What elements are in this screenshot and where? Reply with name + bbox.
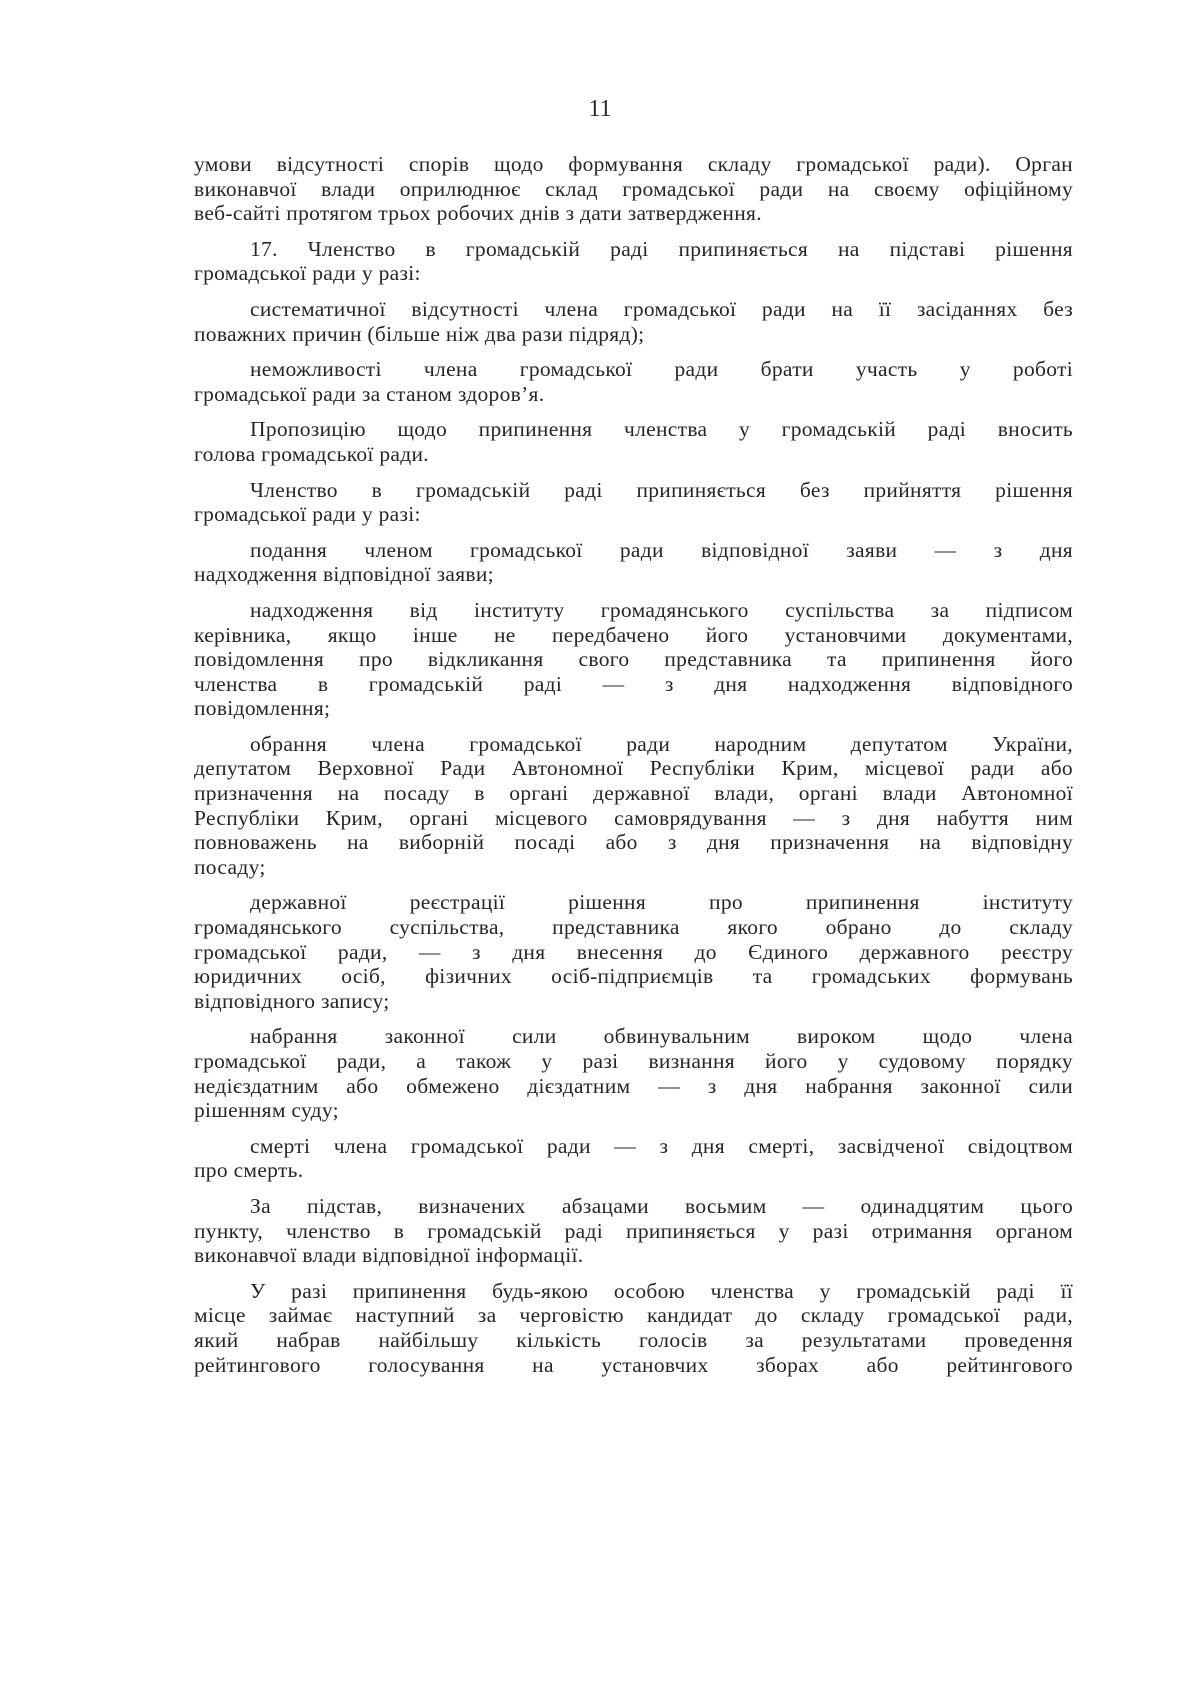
text-line: подання членом громадської ради відповідної заяви — з дня [250, 537, 1073, 562]
text-line: відповідного запису; [194, 988, 390, 1013]
text-line: призначення на посаду в органі державної влади, органі влади Автономної [194, 781, 1073, 806]
text-line: керівника, якщо інше не передбачено його установчими документами, [194, 622, 1073, 647]
text-line: Членство в громадській раді припиняється без прийняття рішення [250, 477, 1073, 502]
text-line: недієздатним або обмежено дієздатним — з дня набрання законної сили [194, 1073, 1073, 1098]
text-line: 17. Членство в громадській раді припиняється на підставі рішення [250, 236, 1073, 261]
paragraph-registration [194, 890, 1073, 1013]
text-line: про смерть. [194, 1158, 304, 1183]
text-line: місце займає наступний за черговістю кандидат до складу громадської ради, [194, 1303, 1073, 1328]
paragraph-systematic-absence [194, 297, 1073, 346]
text-line: набрання законної сили обвинувальним вироком щодо члена [250, 1024, 1073, 1049]
text-line: надходження від інституту громадянського суспільства за підписом [250, 597, 1073, 622]
paragraph-replacement [194, 1279, 1073, 1377]
text-line: смерті члена громадської ради — з дня смерті, засвідченої свідоцтвом [250, 1133, 1073, 1158]
text-line: який набрав найбільшу кількість голосів за результатами проведення [194, 1327, 1073, 1352]
text-line: повідомлення про відкликання свого представника та припинення його [194, 647, 1073, 672]
text-line: депутатом Верховної Ради Автономної Республіки Крим, місцевої ради або [194, 756, 1073, 781]
paragraph-grounds [194, 1194, 1073, 1268]
paragraph-item-17 [194, 237, 1073, 286]
paragraph-proposal [194, 417, 1073, 466]
text-line: веб-сайті протягом трьох робочих днів з дати затвердження. [194, 201, 762, 226]
text-line: громадської ради, а також у разі визнання його у судовому порядку [194, 1049, 1073, 1073]
paragraph-health [194, 357, 1073, 406]
text-line: громадянського суспільства, представника якого обрано до складу [194, 915, 1073, 940]
text-line: надходження відповідної заяви; [194, 562, 494, 587]
text-line: систематичної відсутності члена громадської ради на її засіданнях без [250, 296, 1073, 321]
text-line: голова громадської ради. [194, 441, 429, 466]
document-body [194, 152, 1073, 1388]
paragraph-without-decision [194, 478, 1073, 527]
paragraph-death [194, 1134, 1073, 1183]
text-line: рейтингового голосування на установчих зборах або рейтингового [194, 1352, 1073, 1377]
text-line: повноважень на виборній посаді або з дня призначення на відповідну [194, 830, 1073, 855]
text-line: громадської ради у разі: [194, 502, 421, 527]
text-line: Пропозицію щодо припинення членства у громадській раді вносить [250, 417, 1073, 442]
text-line: неможливості члена громадської ради брати участь у роботі [250, 357, 1073, 382]
paragraph-conviction [194, 1024, 1073, 1122]
paragraph-institute-notice [194, 598, 1073, 721]
text-line: пункту, членство в громадській раді припиняється у разі отримання органом [194, 1218, 1073, 1243]
text-line: умови відсутності спорів щодо формування складу громадської ради). Орган [194, 152, 1073, 176]
paragraph-election [194, 732, 1073, 880]
text-line: громадської ради у разі: [194, 261, 421, 286]
text-line: Республіки Крим, органі місцевого самоврядування — з дня набуття ним [194, 805, 1073, 830]
text-line: громадської ради за станом здоров’я. [194, 381, 545, 406]
text-line: виконавчої влади оприлюднює склад громадської ради на своєму офіційному [194, 176, 1073, 201]
paragraph-continuation [194, 152, 1073, 226]
text-line: виконавчої влади відповідної інформації. [194, 1243, 584, 1268]
text-line: За підстав, визначених абзацами восьмим — одинадцятим цього [250, 1193, 1073, 1218]
text-line: посаду; [194, 854, 266, 879]
text-line: обрання члена громадської ради народним депутатом України, [250, 731, 1073, 756]
text-line: державної реєстрації рішення про припинення інституту [250, 890, 1073, 915]
text-line: поважних причин (більше ніж два рази підряд); [194, 321, 645, 346]
text-line: У разі припинення будь-якою особою членства у громадській раді її [250, 1278, 1073, 1303]
paragraph-application [194, 538, 1073, 587]
text-line: юридичних осіб, фізичних осіб-підприємців та громадських формувань [194, 964, 1073, 989]
text-line: повідомлення; [194, 696, 331, 721]
page-number: 11 [588, 96, 612, 122]
text-line: членства в громадській раді — з дня надходження відповідного [194, 671, 1073, 696]
text-line: громадської ради, — з дня внесення до Єдиного державного реєстру [194, 939, 1073, 964]
text-line: рішенням суду; [194, 1098, 339, 1123]
